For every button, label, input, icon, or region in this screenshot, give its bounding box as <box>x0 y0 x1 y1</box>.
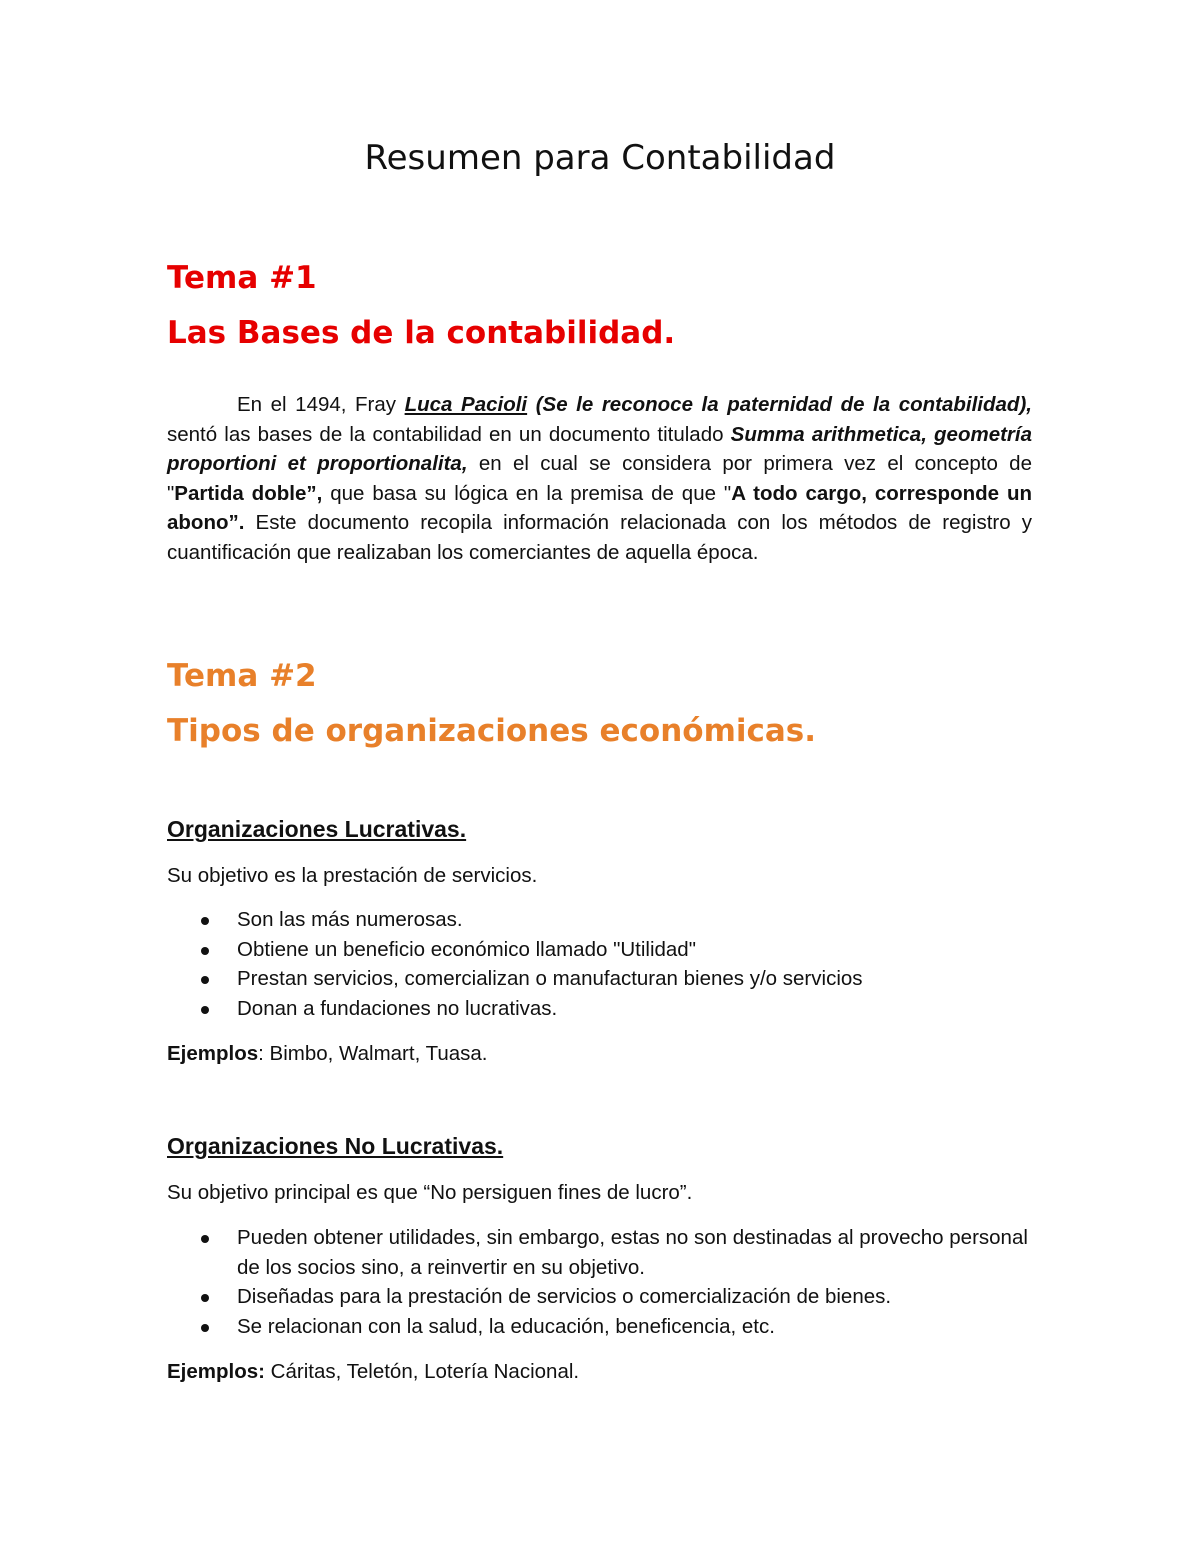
examples-text: Cáritas, Teletón, Lotería Nacional. <box>264 1360 580 1383</box>
para-text <box>527 393 536 416</box>
para-text: En el 1494, Fray <box>237 393 405 416</box>
tema2-heading: Tipos de organizaciones económicas. <box>167 713 817 749</box>
list-item-text: Diseñadas para la prestación de servicios o comercialización de bienes. <box>237 1285 892 1308</box>
paternity-note: (Se le reconoce la paternidad de la contabilidad), <box>535 393 1032 416</box>
examples-label: Ejemplos <box>167 1042 259 1065</box>
list-item-text: Pueden obtener utilidades, sin embargo, estas no son destinadas al provecho personal de los socios sino, a reinvertir en su objetivo. <box>237 1226 1028 1279</box>
concept-term: Partida doble <box>174 481 307 505</box>
lucrativas-examples <box>167 1042 488 1066</box>
list-item <box>167 935 1037 965</box>
tema1-heading: Las Bases de la contabilidad. <box>167 315 676 351</box>
bullet-icon <box>201 917 209 925</box>
no-lucrativas-heading: Organizaciones No Lucrativas. <box>167 1133 504 1159</box>
list-item <box>167 1312 1037 1342</box>
lucrativas-list <box>167 905 1037 1023</box>
premise-close: ”. <box>228 511 245 534</box>
no-lucrativas-examples <box>167 1360 579 1384</box>
list-item <box>167 964 1037 994</box>
para-text: que basa su lógica en la premisa de que " <box>322 481 732 505</box>
list-item-text: Prestan servicios, comercializan o manufacturan bienes y/o servicios <box>237 967 863 990</box>
para-text: en el cual se considera por primera vez el concepto de " <box>167 452 1032 505</box>
bullet-icon <box>201 1294 209 1302</box>
list-item-text: Son las más numerosas. <box>237 908 463 931</box>
tema2-label: Tema #2 <box>167 658 317 694</box>
list-item <box>167 994 1037 1024</box>
author-name: Luca Pacioli <box>404 393 528 416</box>
book-title: Summa arithmetica, geometría proportioni et proportionalita, <box>167 422 1032 475</box>
examples-label: Ejemplos: <box>167 1360 265 1383</box>
tema1-label: Tema #1 <box>167 260 317 296</box>
bullet-icon <box>201 1324 209 1332</box>
no-lucrativas-list <box>167 1223 1037 1341</box>
list-item-text: Donan a fundaciones no lucrativas. <box>237 996 558 1020</box>
premise-term: A todo cargo, corresponde un abono <box>167 481 1032 534</box>
bullet-icon <box>201 1006 209 1014</box>
para-text: Este documento recopila información relacionada con los métodos de registro y cuantificación que realizaban los comerciantes de aquella época. <box>167 511 1032 564</box>
bullet-icon <box>201 947 209 955</box>
concept-close: ”, <box>306 481 323 505</box>
bullet-icon <box>201 976 209 984</box>
lucrativas-heading: Organizaciones Lucrativas. <box>167 816 467 842</box>
para-text: sentó las bases de la contabilidad en un documento titulado <box>167 422 731 446</box>
list-item <box>167 1223 1037 1282</box>
bullet-icon <box>201 1235 209 1243</box>
lucrativas-objective: Su objetivo es la prestación de servicios. <box>167 864 538 887</box>
list-item-text: Obtiene un beneficio económico llamado "Utilidad" <box>237 937 696 961</box>
no-lucrativas-objective: Su objetivo principal es que “No persiguen fines de lucro”. <box>167 1181 693 1204</box>
examples-text: : Bimbo, Walmart, Tuasa. <box>258 1042 488 1065</box>
list-item <box>167 1282 1037 1312</box>
document-title: Resumen para Contabilidad <box>364 138 836 178</box>
list-item-text: Se relacionan con la salud, la educación, beneficencia, etc. <box>237 1314 775 1338</box>
list-item <box>167 905 1037 935</box>
tema1-paragraph <box>167 390 1032 567</box>
